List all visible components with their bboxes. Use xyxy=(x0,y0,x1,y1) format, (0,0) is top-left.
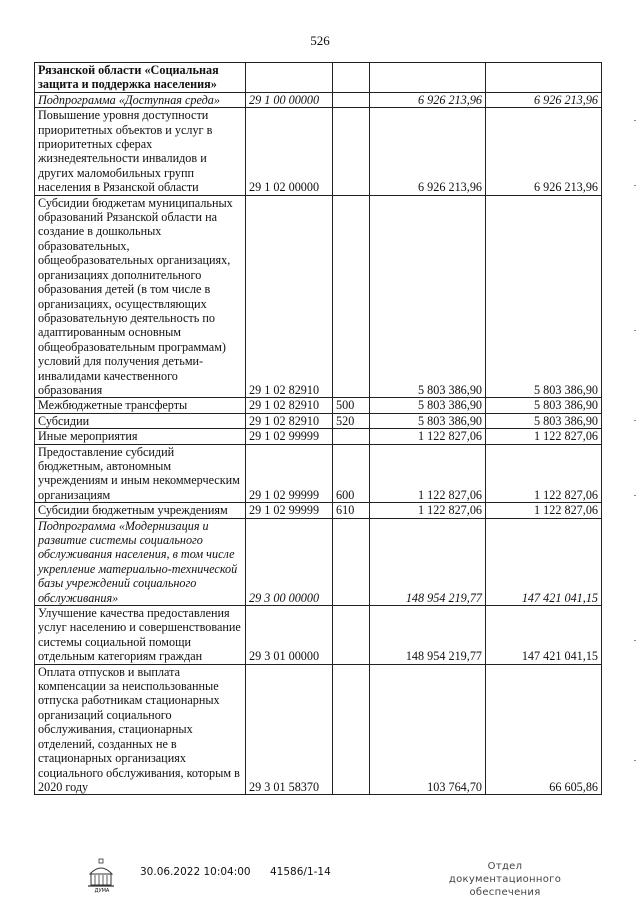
table-row xyxy=(35,413,602,428)
row-amount-executed: 1 122 827,06 xyxy=(486,444,602,503)
footer-department: Отдел документационного обеспечения xyxy=(448,861,562,898)
row-target-code: 29 1 02 99999 xyxy=(246,503,333,518)
table-row xyxy=(35,664,602,795)
footer-doc-number: 41586/1-14 xyxy=(270,866,331,878)
table-row xyxy=(35,503,602,518)
table-row xyxy=(35,518,602,605)
table-row xyxy=(35,92,602,107)
row-amount-approved: 5 803 386,90 xyxy=(370,413,486,428)
table-row xyxy=(35,108,602,195)
row-amount-executed: 1 122 827,06 xyxy=(486,429,602,444)
row-name: Оплата отпусков и выплата компенсации за неиспользованные отпуска работникам стационарных организаций социального обслуживания, стационарных отделений, созданных не в стационарных организациях социального обслуживания, которым в 2020 году xyxy=(35,664,246,795)
row-amount-executed: 5 803 386,90 xyxy=(486,195,602,398)
row-amount-approved: 1 122 827,06 xyxy=(370,503,486,518)
row-amount-approved: 5 803 386,90 xyxy=(370,195,486,398)
row-name: Подпрограмма «Модернизация и развитие системы социального обслуживания населения, в том числе укрепление материально-технической базы учреждений социального обслуживания» xyxy=(35,518,246,605)
row-expense-type xyxy=(333,518,370,605)
duma-emblem-icon xyxy=(84,858,118,892)
row-amount-approved xyxy=(370,63,486,93)
row-name: Иные мероприятия xyxy=(35,429,246,444)
row-amount-executed: 5 803 386,90 xyxy=(486,413,602,428)
table-row xyxy=(35,429,602,444)
row-expense-type: 520 xyxy=(333,413,370,428)
row-expense-type xyxy=(333,429,370,444)
row-amount-approved: 6 926 213,96 xyxy=(370,108,486,195)
row-amount-approved: 103 764,70 xyxy=(370,664,486,795)
row-amount-approved: 1 122 827,06 xyxy=(370,429,486,444)
table-row xyxy=(35,444,602,503)
footer-date: 30.06.2022 10:04:00 xyxy=(140,866,251,878)
row-target-code: 29 1 02 99999 xyxy=(246,444,333,503)
table-row xyxy=(35,398,602,413)
emblem-caption: ДУМА xyxy=(94,888,110,894)
row-target-code: 29 3 00 00000 xyxy=(246,518,333,605)
row-target-code: 29 1 00 00000 xyxy=(246,92,333,107)
row-target-code: 29 1 02 99999 xyxy=(246,429,333,444)
row-name: Подпрограмма «Доступная среда» xyxy=(35,92,246,107)
row-target-code: 29 1 02 82910 xyxy=(246,195,333,398)
table-row xyxy=(35,195,602,398)
row-target-code: 29 1 02 00000 xyxy=(246,108,333,195)
row-amount-approved: 5 803 386,90 xyxy=(370,398,486,413)
row-name: Улучшение качества предоставления услуг населению и совершенствование системы социальной помощи отдельным категориям граждан xyxy=(35,606,246,665)
row-name: Предоставление субсидий бюджетным, автономным учреждениям и иным некоммерческим организациям xyxy=(35,444,246,503)
row-expense-type xyxy=(333,63,370,93)
row-amount-executed: 147 421 041,15 xyxy=(486,518,602,605)
table-row xyxy=(35,606,602,665)
row-amount-approved: 148 954 219,77 xyxy=(370,518,486,605)
row-name: Повышение уровня доступности приоритетных объектов и услуг в приоритетных сферах жизнедеятельности инвалидов и других маломобильных групп населения в Рязанской области xyxy=(35,108,246,195)
row-expense-type xyxy=(333,606,370,665)
page-number: 526 xyxy=(310,33,330,48)
row-amount-executed: 66 605,86 xyxy=(486,664,602,795)
row-expense-type: 600 xyxy=(333,444,370,503)
row-expense-type xyxy=(333,664,370,795)
footer xyxy=(0,858,640,898)
row-name: Субсидии бюджетам муниципальных образований Рязанской области на создание в дошкольных образовательных, общеобразовательных организациях, организациях дополнительного образования детей (в том числе в организациях, осуществляющих образовательную деятельность по адаптированным основным общеобразовательным программам) условий для получения детьми-инвалидами качественного образования xyxy=(35,195,246,398)
row-expense-type xyxy=(333,195,370,398)
row-amount-approved: 1 122 827,06 xyxy=(370,444,486,503)
row-name: Субсидии бюджетным учреждениям xyxy=(35,503,246,518)
row-expense-type xyxy=(333,108,370,195)
budget-table-body xyxy=(35,63,602,795)
row-amount-approved: 6 926 213,96 xyxy=(370,92,486,107)
row-target-code xyxy=(246,63,333,93)
row-target-code: 29 3 01 58370 xyxy=(246,664,333,795)
row-name: Межбюджетные трансферты xyxy=(35,398,246,413)
table-row xyxy=(35,63,602,93)
row-expense-type: 500 xyxy=(333,398,370,413)
row-target-code: 29 3 01 00000 xyxy=(246,606,333,665)
row-amount-executed: 147 421 041,15 xyxy=(486,606,602,665)
row-name: Рязанской области «Социальная защита и поддержка населения» xyxy=(35,63,246,93)
row-expense-type: 610 xyxy=(333,503,370,518)
row-amount-approved: 148 954 219,77 xyxy=(370,606,486,665)
row-target-code: 29 1 02 82910 xyxy=(246,413,333,428)
row-amount-executed: 6 926 213,96 xyxy=(486,92,602,107)
row-amount-executed: 6 926 213,96 xyxy=(486,108,602,195)
row-amount-executed: 1 122 827,06 xyxy=(486,503,602,518)
row-amount-executed xyxy=(486,63,602,93)
budget-table xyxy=(34,62,602,795)
row-expense-type xyxy=(333,92,370,107)
row-amount-executed: 5 803 386,90 xyxy=(486,398,602,413)
row-target-code: 29 1 02 82910 xyxy=(246,398,333,413)
row-name: Субсидии xyxy=(35,413,246,428)
